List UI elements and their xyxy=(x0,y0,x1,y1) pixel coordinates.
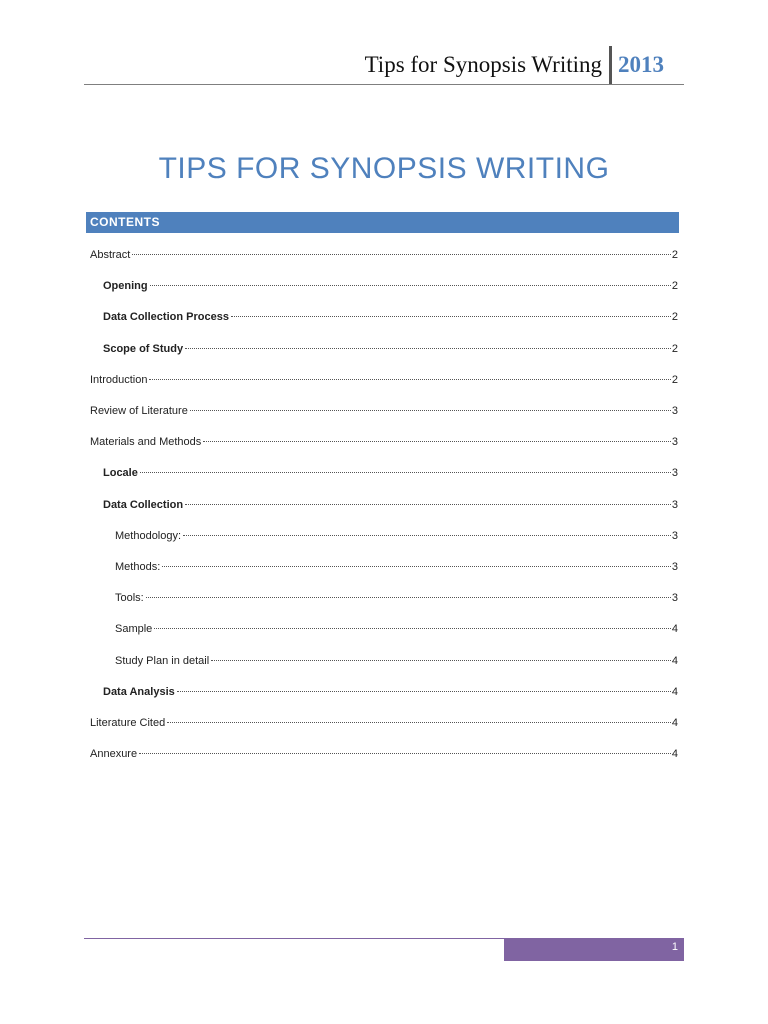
toc-entry-label: Methodology: xyxy=(115,530,182,542)
toc-entry[interactable] xyxy=(90,717,678,733)
toc-entry[interactable] xyxy=(115,623,678,639)
toc-leader-dots xyxy=(149,379,670,380)
header-title: Tips for Synopsis Writing xyxy=(364,52,602,77)
toc-entry[interactable] xyxy=(90,249,678,265)
toc-leader-dots xyxy=(185,504,671,505)
toc-entry-page: 3 xyxy=(671,592,678,604)
page-header xyxy=(84,44,684,85)
toc-leader-dots xyxy=(139,753,671,754)
toc-entry-page: 3 xyxy=(671,405,678,417)
toc-entry-page: 2 xyxy=(671,311,678,323)
toc-entry-label: Data Collection Process xyxy=(103,311,229,323)
document-title: TIPS FOR SYNOPSIS WRITING xyxy=(158,152,610,185)
toc-entry-page: 3 xyxy=(671,561,678,573)
toc-leader-dots xyxy=(167,722,671,723)
toc-leader-dots xyxy=(183,535,671,536)
toc-entry[interactable] xyxy=(90,436,678,452)
toc-entry-label: Abstract xyxy=(90,249,131,261)
toc-entry-label: Opening xyxy=(103,280,148,292)
toc-leader-dots xyxy=(231,316,671,317)
toc-entry[interactable] xyxy=(103,686,678,702)
toc-leader-dots xyxy=(203,441,671,442)
toc-entry-page: 4 xyxy=(671,623,678,635)
toc-entry[interactable] xyxy=(103,280,678,296)
toc-entry[interactable] xyxy=(103,343,678,359)
toc-entry[interactable] xyxy=(103,311,678,327)
toc-entry-page: 4 xyxy=(671,717,678,729)
contents-heading: CONTENTS xyxy=(86,212,679,233)
toc-leader-dots xyxy=(211,660,671,661)
toc-leader-dots xyxy=(150,285,671,286)
toc-entry-label: Introduction xyxy=(90,374,148,386)
toc-entry[interactable] xyxy=(90,405,678,421)
toc-entry-page: 2 xyxy=(671,343,678,355)
toc-entry-label: Data Analysis xyxy=(103,686,175,698)
toc-leader-dots xyxy=(162,566,671,567)
toc-entry-page: 2 xyxy=(671,280,678,292)
toc-entry[interactable] xyxy=(90,374,678,390)
toc-entry-page: 2 xyxy=(671,249,678,261)
header-divider xyxy=(609,46,612,84)
toc-leader-dots xyxy=(154,628,671,629)
page-number: 1 xyxy=(504,938,684,961)
toc-entry-label: Study Plan in detail xyxy=(115,655,210,667)
toc-entry[interactable] xyxy=(115,592,678,608)
toc-entry-label: Annexure xyxy=(90,748,138,760)
toc-leader-dots xyxy=(190,410,671,411)
toc-entry-label: Sample xyxy=(115,623,153,635)
toc-entry-page: 3 xyxy=(671,467,678,479)
toc-entry[interactable] xyxy=(103,467,678,483)
toc-leader-dots xyxy=(132,254,671,255)
toc-leader-dots xyxy=(185,348,671,349)
toc-entry-label: Materials and Methods xyxy=(90,436,202,448)
footer-rule xyxy=(84,938,504,939)
toc-entry[interactable] xyxy=(115,530,678,546)
toc-entry-label: Scope of Study xyxy=(103,343,184,355)
toc-entry-page: 3 xyxy=(671,436,678,448)
toc-entry[interactable] xyxy=(115,655,678,671)
toc-leader-dots xyxy=(140,472,671,473)
toc-entry-page: 3 xyxy=(671,530,678,542)
toc-entry-label: Literature Cited xyxy=(90,717,166,729)
toc-entry-label: Locale xyxy=(103,467,138,479)
toc-entry-label: Review of Literature xyxy=(90,405,188,417)
toc-entry-page: 4 xyxy=(671,655,678,667)
toc-entry[interactable] xyxy=(90,748,678,764)
header-year: 2013 xyxy=(618,52,664,77)
toc-entry-page: 2 xyxy=(671,374,678,386)
toc-leader-dots xyxy=(146,597,671,598)
toc-entry[interactable] xyxy=(115,561,678,577)
toc-entry-label: Data Collection xyxy=(103,499,184,511)
toc-entry-page: 4 xyxy=(671,748,678,760)
toc-entry-label: Tools: xyxy=(115,592,144,604)
toc-entry-page: 3 xyxy=(671,499,678,511)
toc-leader-dots xyxy=(177,691,671,692)
toc-entry[interactable] xyxy=(103,499,678,515)
toc-entry-page: 4 xyxy=(671,686,678,698)
toc-entry-label: Methods: xyxy=(115,561,161,573)
